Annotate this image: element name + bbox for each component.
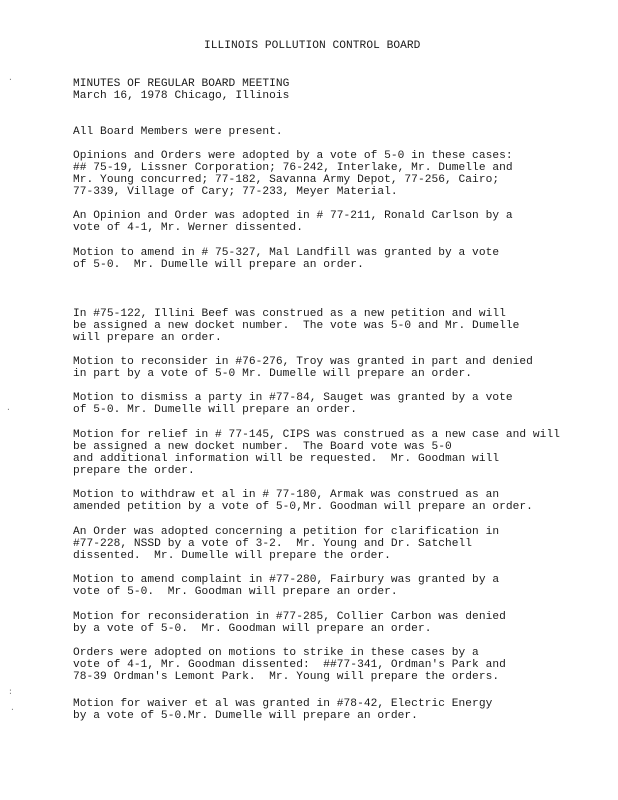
paragraph-line: Motion for reconsideration in #77-285, Collier Carbon was denied	[73, 611, 506, 623]
paragraph-line: vote of 4-1, Mr. Goodman dissented: ##77-341, Ordman's Park and	[73, 659, 506, 671]
scan-speck: :	[8, 688, 13, 697]
paragraph-line: #77-228, NSSD by a vote of 3-2. Mr. Young and Dr. Satchell	[73, 538, 473, 550]
paragraph-line: be assigned a new docket number. The vote was 5-0 and Mr. Dumelle	[73, 320, 520, 332]
paragraph-line: by a vote of 5-0.Mr. Dumelle will prepare an order.	[73, 710, 418, 722]
paragraph-line: Motion to withdraw et al in # 77-180, Armak was construed as an	[73, 489, 500, 501]
paragraph-line: Motion for relief in # 77-145, CIPS was construed as a new case and will	[73, 429, 560, 441]
scan-speck: .	[8, 74, 13, 83]
paragraph-line: of 5-0. Mr. Dumelle will prepare an order.	[73, 404, 358, 416]
paragraph-line: In #75-122, Illini Beef was construed as a new petition and will	[73, 308, 506, 320]
minutes-title: MINUTES OF REGULAR BOARD MEETING	[73, 78, 290, 90]
paragraph-line: ## 75-19, Lissner Corporation; 76-242, Interlake, Mr. Dumelle and	[73, 162, 513, 174]
paragraph-line: Opinions and Orders were adopted by a vote of 5-0 in these cases:	[73, 150, 513, 162]
paragraph-line: Motion to amend complaint in #77-280, Fairbury was granted by a	[73, 574, 500, 586]
paragraph-line: by a vote of 5-0. Mr. Goodman will prepare an order.	[73, 623, 432, 635]
paragraph-line: 78-39 Ordman's Lemont Park. Mr. Young will prepare the orders.	[73, 671, 500, 683]
document-header: ILLINOIS POLLUTION CONTROL BOARD	[204, 40, 421, 52]
paragraph-line: 77-339, Village of Cary; 77-233, Meyer Material.	[73, 186, 398, 198]
paragraph-line: dissented. Mr. Dumelle will prepare the order.	[73, 550, 391, 562]
paragraph-line: will prepare an order.	[73, 332, 222, 344]
paragraph-line: vote of 5-0. Mr. Goodman will prepare an order.	[73, 586, 398, 598]
paragraph-line: Orders were adopted on motions to strike in these cases by a	[73, 647, 479, 659]
paragraph-line: An Order was adopted concerning a petition for clarification in	[73, 526, 500, 538]
paragraph-line: Mr. Young concurred; 77-182, Savanna Army Depot, 77-256, Cairo;	[73, 174, 500, 186]
paragraph-line: and additional information will be requested. Mr. Goodman will	[73, 453, 500, 465]
paragraph-line: An Opinion and Order was adopted in # 77-211, Ronald Carlson by a	[73, 210, 513, 222]
paragraph-line: of 5-0. Mr. Dumelle will prepare an order.	[73, 259, 364, 271]
paragraph-line: prepare the order.	[73, 465, 195, 477]
paragraph-line: vote of 4-1, Mr. Werner dissented.	[73, 222, 303, 234]
paragraph-line: in part by a vote of 5-0 Mr. Dumelle will prepare an order.	[73, 368, 473, 380]
paragraph-line: be assigned a new docket number. The Board vote was 5-0	[73, 441, 452, 453]
paragraph-line: All Board Members were present.	[73, 126, 283, 138]
paragraph-line: Motion to reconsider in #76-276, Troy was granted in part and denied	[73, 356, 533, 368]
paragraph-line: Motion for waiver et al was granted in #78-42, Electric Energy	[73, 698, 493, 710]
paragraph-line: amended petition by a vote of 5-0,Mr. Goodman will prepare an order.	[73, 501, 533, 513]
scan-speck: .	[10, 704, 15, 713]
paragraph-line: Motion to dismiss a party in #77-84, Sauget was granted by a vote	[73, 392, 513, 404]
meeting-date-location: March 16, 1978 Chicago, Illinois	[73, 90, 290, 102]
paragraph-line: Motion to amend in # 75-327, Mal Landfill was granted by a vote	[73, 247, 500, 259]
scan-speck: .	[6, 404, 11, 413]
